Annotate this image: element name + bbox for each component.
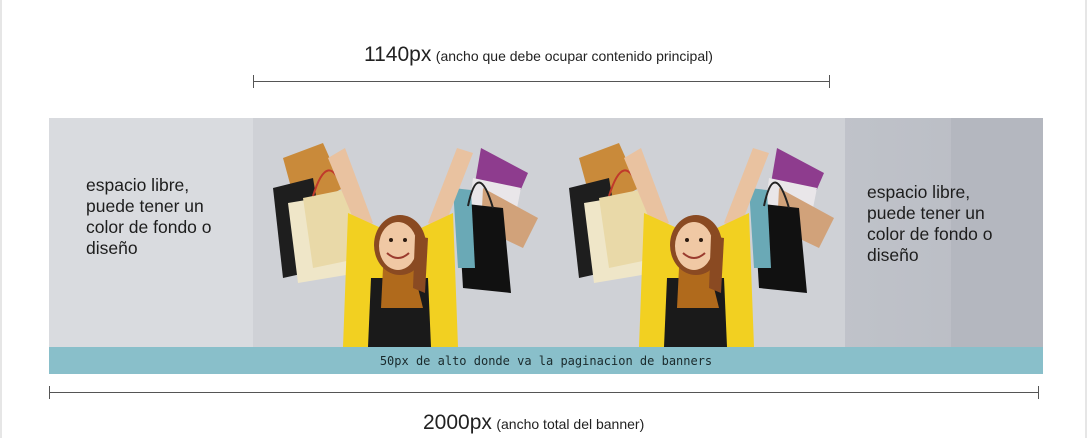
banner-photo-2 <box>549 118 845 347</box>
left-free-space-line: espacio libre, <box>86 175 190 195</box>
right-free-space-line: diseño <box>867 245 919 265</box>
total-width-tick-right <box>1038 386 1039 399</box>
total-width-note: (ancho total del banner) <box>496 416 645 432</box>
left-free-space-line: diseño <box>86 238 138 258</box>
left-free-space-line: puede tener un <box>86 196 204 216</box>
shopping-woman-illustration <box>253 118 549 347</box>
right-free-space-text <box>867 182 993 266</box>
right-free-space-line: color de fondo o <box>867 224 993 244</box>
main-content-width-value: 1140px <box>364 43 432 66</box>
main-content-width-label <box>364 43 713 67</box>
shopping-woman-illustration <box>549 118 845 347</box>
total-width-value: 2000px <box>423 411 492 434</box>
pagination-bar-label: 50px de alto donde va la paginacion de banners <box>379 353 713 368</box>
banner <box>49 118 1043 347</box>
pagination-bar <box>49 347 1043 374</box>
total-width-label <box>423 411 644 435</box>
main-content-width-note: (ancho que debe ocupar contenido principal) <box>435 48 713 64</box>
right-free-space-line: espacio libre, <box>867 182 971 202</box>
left-free-space <box>49 118 253 347</box>
main-content-width-line <box>253 81 830 82</box>
total-width-line <box>49 392 1039 393</box>
right-free-space-line: puede tener un <box>867 203 985 223</box>
left-free-space-text <box>86 175 212 259</box>
left-free-space-line: color de fondo o <box>86 217 212 237</box>
main-content-width-tick-left <box>253 75 254 88</box>
main-content-width-tick-right <box>829 75 830 88</box>
banner-photo-1 <box>253 118 549 347</box>
total-width-tick-left <box>49 386 50 399</box>
